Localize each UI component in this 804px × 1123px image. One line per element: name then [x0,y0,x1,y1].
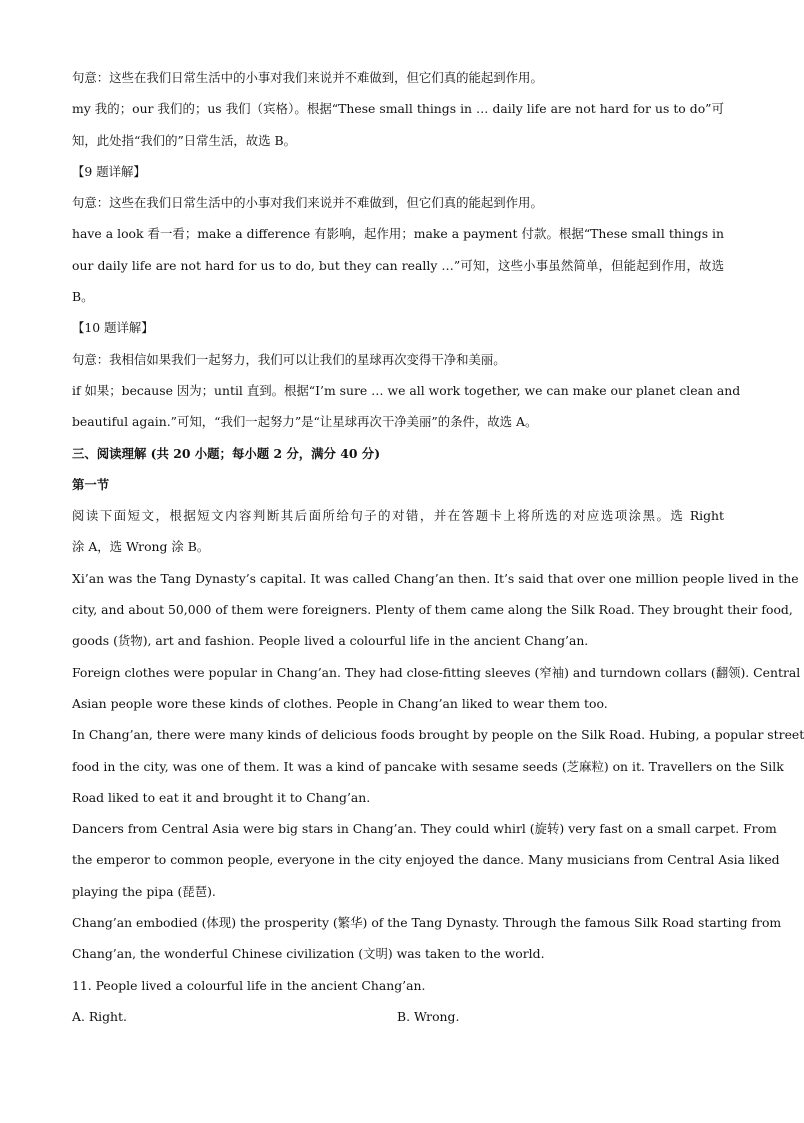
question-options [72,1001,724,1032]
passage-line: Asian people wore these kinds of clothes. People in Chang’an liked to wear them too. [72,695,608,711]
question-stem: 11. People lived a colourful life in the ancient Chang’an. [72,977,426,993]
q9-header: 【9 题详解】 [72,163,146,179]
passage-line: Road liked to eat it and brought it to Chang’an. [72,789,371,805]
q9-analysis-line: our daily life are not hard for us to do, but they can really …”可知，这些小事虽然简单，但能起到作用，故选 [72,257,724,273]
passage-line: Foreign clothes were popular in Chang’an. They had close-fitting sleeves (窄袖) and turndown collars (翻领). Central [72,664,801,680]
passage-line: the emperor to common people, everyone in the city enjoyed the dance. Many musicians from Central Asia liked [72,852,780,868]
passage-line: Dancers from Central Asia were big stars in Chang’an. They could whirl (旋转) very fast on a small carpet. From [72,821,777,837]
q9-analysis-line: have a look 看一看；make a difference 有影响，起作用；make a payment 付款。根据“These small things in [72,226,724,242]
passage-line: food in the city, was one of them. It was a kind of pancake with sesame seeds (芝麻粒) on it. Travellers on the Silk [72,758,784,774]
passage-line: city, and about 50,000 of them were foreigners. Plenty of them came along the Silk Road. They brought their food, [72,602,793,618]
passage-line: In Chang’an, there were many kinds of delicious foods brought by people on the Silk Road. Hubing, a popular street [72,727,804,743]
document-page [72,62,804,1032]
q10-analysis-line: beautiful again.”可知，“我们一起努力”是“让星球再次干净美丽”的条件，故选 A。 [72,414,538,430]
q8-analysis-line: 知，此处指“我们的”日常生活，故选 B。 [72,132,296,148]
passage-line: Chang’an embodied (体现) the prosperity (繁华) of the Tang Dynasty. Through the famous Silk Road starting from [72,915,782,931]
q9-analysis-line: B。 [72,289,94,305]
passage-line: goods (货物), art and fashion. People lived a colourful life in the ancient Chang’an. [72,633,589,649]
passage-line: playing the pipa (琵琶). [72,883,216,899]
q9-meaning: 句意：这些在我们日常生活中的小事对我们来说并不难做到，但它们真的能起到作用。 [72,195,543,211]
passage-line: Chang’an, the wonderful Chinese civilization (文明) was taken to the world. [72,946,545,962]
q10-meaning: 句意：我相信如果我们一起努力，我们可以让我们的星球再次变得干净和美丽。 [72,351,506,367]
instructions-line: 涂 A，选 Wrong 涂 B。 [72,539,210,555]
passage-line: Xi’an was the Tang Dynasty’s capital. It was called Chang’an then. It’s said that over one million people lived in the [72,570,799,586]
q10-header: 【10 题详解】 [72,320,154,336]
option-b: B. Wrong. [397,1008,460,1024]
q10-analysis-line: if 如果；because 因为；until 直到。根据“I’m sure … we all work together, we can make our planet clean and [72,382,741,398]
section-part: 第一节 [72,476,110,492]
instructions-line: 阅读下面短文，根据短文内容判断其后面所给句子的对错，并在答题卡上将所选的对应选项涂黑。选 Right [72,508,724,524]
option-a: A. Right. [72,1008,127,1024]
q8-analysis-line: my 我的；our 我们的；us 我们（宾格）。根据“These small things in … daily life are not hard for us to do”可 [72,101,724,117]
q8-meaning: 句意：这些在我们日常生活中的小事对我们来说并不难做到，但它们真的能起到作用。 [72,70,543,85]
section-title: 三、阅读理解 (共 20 小题；每小题 2 分，满分 40 分) [72,445,381,461]
